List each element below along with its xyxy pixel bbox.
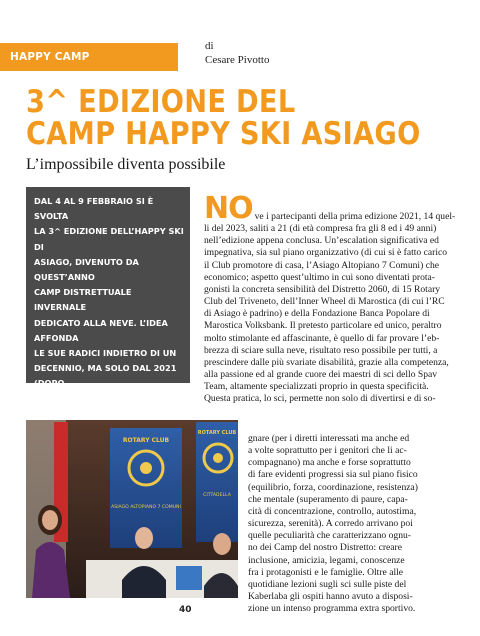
intro-line: LE SUE RADICI INDIETRO DI UN xyxy=(34,348,177,359)
article-subtitle: L’impossibile diventa possibile xyxy=(26,156,226,173)
body-column-2 xyxy=(248,433,466,615)
body-line: molto stimolante ed affascinante, è quello di far provare l’eb- xyxy=(204,332,440,344)
byline-author: Cesare Pivotto xyxy=(205,54,270,66)
table-poster xyxy=(176,566,202,590)
byline-prefix: di xyxy=(205,40,214,52)
body-line: Kaberlaba gli ospiti hanno avuto a disposi- xyxy=(248,591,413,603)
body-line: economico; aspetto quest’ultimo in cui sono diventati prota- xyxy=(204,271,435,283)
body-line: ve i partecipanti della prima edizione 2021, 14 quel- xyxy=(254,211,456,222)
body-line: Team, altamente specializzati proprio in questa specificità. xyxy=(204,381,429,393)
body-line: inclusione, amicizia, legami, conoscenze xyxy=(248,554,405,566)
body-line: nell’edizione appena conclusa. Un’escalation significativa ed xyxy=(204,235,439,247)
body-line: (equilibrio, forza, coordinazione, resistenza) xyxy=(248,481,418,493)
body-line: brezza di sciare sulla neve, risultato reso possibile per tutti, a xyxy=(204,344,438,356)
body-line: Club del Triveneto, dell’Inner Wheel di Marostica (di cui l’RC xyxy=(204,296,445,308)
intro-line: DAL 4 AL 9 FEBBRAIO SI È SVOLTA xyxy=(34,196,154,222)
intro-line: ASIAGO, DIVENUTO DA QUEST’ANNO xyxy=(34,256,139,283)
banner-right xyxy=(196,422,238,542)
body-line: il Club promotore di casa, l’Asiago Altopiano 7 Comuni) che xyxy=(204,259,440,271)
body-line: Marostica Volksbank. Il pretesto particolare ed unico, peraltro xyxy=(204,320,442,332)
body-line: cità di concentrazione, controllo, autostima, xyxy=(248,505,417,517)
section-label: HAPPY CAMP xyxy=(10,51,90,63)
drop-cap: NO xyxy=(204,191,253,226)
banner-left-text: ROTARY CLUB xyxy=(122,437,170,444)
body-line: gnare (per i diretti interessati ma anche ed xyxy=(248,433,410,444)
body-line: alla passione ed al grande cuore dei maestri di sci dello Spav xyxy=(204,369,438,381)
page-number: 40 xyxy=(179,605,192,615)
article-headline xyxy=(26,84,421,152)
event-photo xyxy=(26,420,238,598)
body-line: impegnativa, sia sul piano organizzativo (di cui si è fatto carico xyxy=(204,247,448,259)
headline-line-1: 3^ EDIZIONE DEL xyxy=(26,84,296,120)
photo-illustration xyxy=(26,420,238,598)
body-line: compagnano) ma anche e forse soprattutto xyxy=(248,457,411,469)
banner-right-caption: CITTADELLA xyxy=(203,493,231,498)
body-line: gonisti la concreta sensibilità del Distretto 2060, di 15 Rotary xyxy=(204,283,441,295)
body-line: a volte soprattutto per i genitori che li ac- xyxy=(248,445,407,457)
intro-box xyxy=(26,187,190,419)
body-line: no dei Camp del nostro Distretto: creare xyxy=(248,542,402,554)
body-line: zione un intenso programma extra sportivo. xyxy=(248,603,416,615)
body-column-1 xyxy=(204,193,466,406)
intro-line: DECENNIO, MA SOLO DAL 2021 (DOPO xyxy=(34,363,177,389)
intro-line: IL RINVIO CAUSA COVID DEL 2020) HA xyxy=(34,393,164,419)
byline xyxy=(205,39,269,67)
body-line: quelle peculiarità che caratterizzano ognu- xyxy=(248,530,412,542)
intro-line: LA 3^ EDIZIONE DELL’HAPPY SKI DI xyxy=(34,226,184,252)
body-line: sicurezza, serenità). A corredo arrivano poi xyxy=(248,518,413,530)
intro-line: DEDICATO ALLA NEVE. L’IDEA AFFONDA xyxy=(34,317,168,343)
body-line: li del 2023, saliti a 21 (di età compresa fra gli 8 ed i 49 anni) xyxy=(204,223,437,235)
body-line: quotidiane lezioni sugli sci sulle piste del xyxy=(248,578,407,590)
body-line: di Asiago è padrino) e della Fondazione Banca Popolare di xyxy=(204,308,430,320)
body-line: che mentale (superamento di paure, capa- xyxy=(248,493,408,505)
body-line: Questa pratica, lo sci, permette non solo di divertirsi e di so- xyxy=(204,393,436,405)
banner-right-text: ROTARY CLUB xyxy=(197,430,237,436)
body-line: di fare evidenti progressi sia sul piano fisico xyxy=(248,469,418,481)
section-tab xyxy=(0,43,178,71)
body-line: fra i protagonisti e le famiglie. Oltre alle xyxy=(248,566,404,578)
intro-line: CAMP DISTRETTUALE INVERNALE xyxy=(34,287,132,313)
headline-line-2: CAMP HAPPY SKI ASIAGO xyxy=(26,116,421,152)
banner-left-caption: ASIAGO ALTOPIANO 7 COMUNI xyxy=(111,505,181,510)
body-line: prescindere dalle più svariate disabilità, grazie alla competenza, xyxy=(204,356,449,368)
